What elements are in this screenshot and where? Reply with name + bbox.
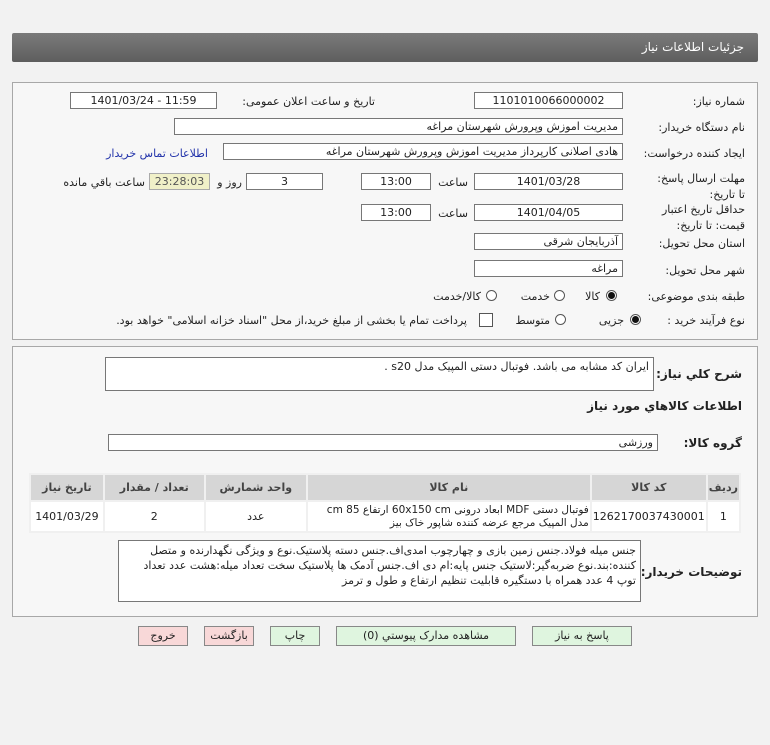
back-button[interactable]: بازگشت <box>204 626 254 646</box>
group-field: ورزشی <box>108 434 658 451</box>
exit-button[interactable]: خروج <box>138 626 188 646</box>
category-option-goods-service: کالا/خدمت <box>433 290 481 303</box>
print-button[interactable]: چاپ <box>270 626 320 646</box>
process-label: نوع فرآیند خرید : <box>667 314 745 327</box>
col-row: ردیف <box>707 474 740 501</box>
city-label: شهر محل تحویل: <box>665 264 745 277</box>
category-option-goods: کالا <box>585 290 600 303</box>
summary-field: ایران کد مشابه می باشد. فوتبال دستی المپیک مدل s20 . <box>105 357 654 391</box>
cell-qty: 2 <box>104 501 205 532</box>
city-field: مراغه <box>474 260 623 277</box>
province-field: آذربایجان شرقی <box>474 233 623 250</box>
cell-row: 1 <box>707 501 740 532</box>
category-label: طبقه بندی موضوعی: <box>647 290 745 303</box>
remaining-label: ساعت باقي مانده <box>63 176 145 189</box>
creator-label: ایجاد کننده درخواست: <box>643 147 745 160</box>
validity-label: حداقل تاریخ اعتبار قیمت: تا تاریخ: <box>661 203 745 232</box>
reply-button[interactable]: پاسخ به نیاز <box>532 626 632 646</box>
cell-date: 1401/03/29 <box>30 501 104 532</box>
goods-table <box>29 473 741 533</box>
deadline-date-field: 1401/03/28 <box>474 173 623 190</box>
validity-time-field: 13:00 <box>361 204 431 221</box>
payment-note: پرداخت تمام یا بخشی از مبلغ خرید،از محل "اسناد خزانه اسلامی" خواهد بود. <box>116 314 467 327</box>
deadline-label: مهلت ارسال پاسخ: تا تاریخ: <box>657 172 745 201</box>
category-option-service: خدمت <box>520 290 550 303</box>
cell-unit: عدد <box>205 501 307 532</box>
deadline-time-label: ساعت <box>438 176 468 189</box>
category-radio-goods[interactable] <box>606 290 617 301</box>
process-option-medium: متوسط <box>515 314 550 327</box>
col-date: تاریخ نیاز <box>30 474 104 501</box>
need-number-label: شماره نیاز: <box>692 95 745 108</box>
notes-field: جنس میله فولاد.جنس زمین بازی و چهارچوب امدی‌اف.جنس دسته پلاستیک.نوع و ویژگی نگهدارنده و متصل کننده:بند.نوع ضربه‌گیر:لاستیک جنس پایه:ام دی اف.جنس آدمک ها پلاستیک سخت تعداد میله:هشت عدد تعداد توپ 4 عدد همراه با دستگیره قابلیت تنظیم ارتفاع و طول و ترمز <box>118 540 641 602</box>
page-title: جزئیات اطلاعات نیاز <box>641 40 744 54</box>
creator-field: هادی اصلانی کارپرداز مدیریت اموزش وپرورش شهرستان مراغه <box>223 143 623 160</box>
buyer-contact-link[interactable]: اطلاعات تماس خریدار <box>106 147 208 160</box>
buyer-label: نام دستگاه خریدار: <box>658 121 745 134</box>
announce-label: تاریخ و ساعت اعلان عمومی: <box>242 95 375 108</box>
announce-field: 1401/03/24 - 11:59 <box>70 92 217 109</box>
col-qty: تعداد / مقدار <box>104 474 205 501</box>
table-row <box>30 501 740 532</box>
summary-label: شرح کلي نياز: <box>656 367 742 381</box>
col-name: نام کالا <box>307 474 591 501</box>
group-label: گروه کالا: <box>683 436 742 450</box>
cell-code: 1262170037430001 <box>591 501 707 532</box>
col-unit: واحد شمارش <box>205 474 307 501</box>
process-option-minor: جزیی <box>598 314 624 327</box>
table-header-row <box>30 474 740 501</box>
process-radio-medium[interactable] <box>555 314 566 325</box>
cell-name: فوتبال دستی MDF ابعاد درونی 60x150 cm ارتفاع 85 cm مدل المپیک مرجع عرضه کننده شاپور خاک بیز <box>307 501 591 532</box>
days-label: روز و <box>217 176 242 189</box>
deadline-time-field: 13:00 <box>361 173 431 190</box>
attachments-button[interactable]: مشاهده مدارک پیوستي (0) <box>336 626 516 646</box>
page-header <box>12 33 758 62</box>
process-radio-minor[interactable] <box>630 314 641 325</box>
goods-heading: اطلاعات کالاهاي مورد نياز <box>587 399 742 413</box>
need-number-field: 1101010066000002 <box>474 92 623 109</box>
validity-time-label: ساعت <box>438 207 468 220</box>
validity-date-field: 1401/04/05 <box>474 204 623 221</box>
notes-label: توضیحات خریدار: <box>640 565 742 579</box>
treasury-payment-checkbox[interactable] <box>479 313 493 327</box>
days-field: 3 <box>246 173 323 190</box>
buyer-field: مدیریت اموزش وپرورش شهرستان مراغه <box>174 118 623 135</box>
remaining-time-field: 23:28:03 <box>149 173 210 190</box>
col-code: کد کالا <box>591 474 707 501</box>
category-radio-service[interactable] <box>554 290 565 301</box>
province-label: استان محل تحویل: <box>658 237 745 250</box>
category-radio-goods-service[interactable] <box>486 290 497 301</box>
